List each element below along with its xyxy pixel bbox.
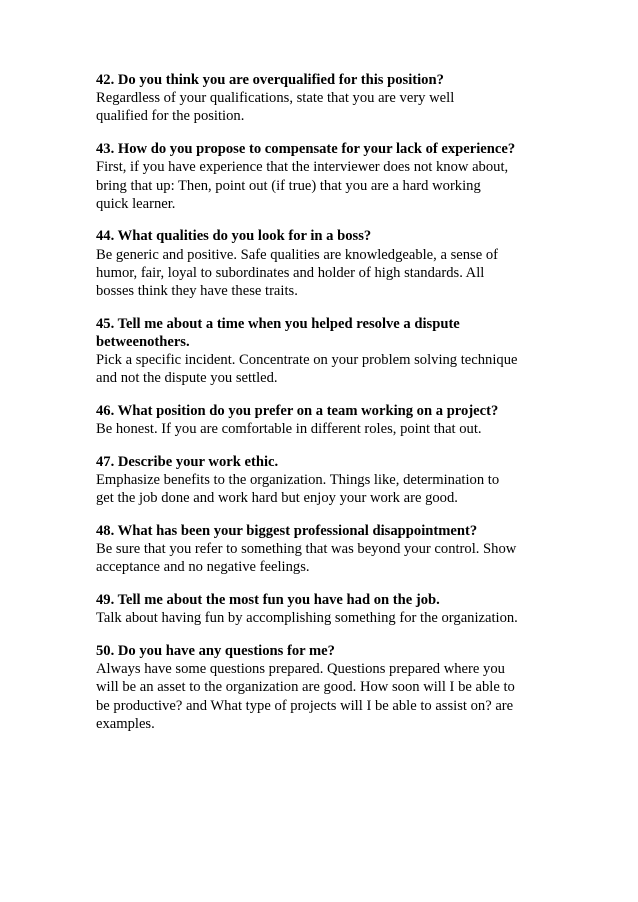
question-heading: 45. Tell me about a time when you helped resolve a dispute <box>96 315 460 332</box>
question-heading: 42. Do you think you are overqualified for this position? <box>96 72 444 88</box>
answer-line: bring that up: Then, point out (if true) that you are a hard working <box>96 177 481 194</box>
question-heading: 44. What qualities do you look for in a boss? <box>96 228 372 245</box>
document-page <box>96 71 546 748</box>
qa-item-49 <box>96 591 546 627</box>
answer-line: acceptance and no negative feelings. <box>96 559 310 576</box>
question-heading: 47. Describe your work ethic. <box>96 453 279 470</box>
qa-item-45 <box>96 315 546 388</box>
answer-line: quick learner. <box>96 195 176 212</box>
answer-line: bosses think they have these traits. <box>96 283 298 300</box>
question-heading-continued: betweenothers. <box>96 333 190 350</box>
answer-line: First, if you have experience that the interviewer does not know about, <box>96 159 509 176</box>
answer-line: qualified for the position. <box>96 108 245 125</box>
qa-item-47 <box>96 453 546 508</box>
answer-line: Be sure that you refer to something that was beyond your control. Show <box>96 541 517 558</box>
answer-line: will be an asset to the organization are good. How soon will I be able to <box>96 679 515 696</box>
qa-item-46 <box>96 402 546 438</box>
question-heading: 50. Do you have any questions for me? <box>96 643 335 660</box>
answer-line: be productive? and What type of projects will I be able to assist on? are <box>96 697 514 714</box>
answer-line: Be generic and positive. Safe qualities are knowledgeable, a sense of <box>96 246 498 263</box>
qa-item-50 <box>96 642 546 733</box>
answer-line: Emphasize benefits to the organization. Things like, determination to <box>96 472 500 489</box>
qa-item-44 <box>96 227 546 300</box>
answer-line: Always have some questions prepared. Questions prepared where you <box>96 661 505 678</box>
question-heading: 43. How do you propose to compensate for your lack of experience? <box>96 141 516 158</box>
answer-line: and not the dispute you settled. <box>96 370 278 387</box>
answer-line: Pick a specific incident. Concentrate on your problem solving technique <box>96 352 518 369</box>
qa-item-42 <box>96 71 546 126</box>
answer-line: humor, fair, loyal to subordinates and holder of high standards. All <box>96 264 485 281</box>
question-heading: 48. What has been your biggest professional disappointment? <box>96 523 478 540</box>
question-heading: 49. Tell me about the most fun you have had on the job. <box>96 592 440 609</box>
qa-item-48 <box>96 522 546 577</box>
answer-line: Regardless of your qualifications, state that you are very well <box>96 90 455 107</box>
answer-line: get the job done and work hard but enjoy your work are good. <box>96 490 458 507</box>
question-heading: 46. What position do you prefer on a team working on a project? <box>96 403 499 420</box>
answer-line: Be honest. If you are comfortable in different roles, point that out. <box>96 421 482 438</box>
qa-item-43 <box>96 140 546 213</box>
answer-line: examples. <box>96 715 155 732</box>
answer-line: Talk about having fun by accomplishing something for the organization. <box>96 610 518 627</box>
